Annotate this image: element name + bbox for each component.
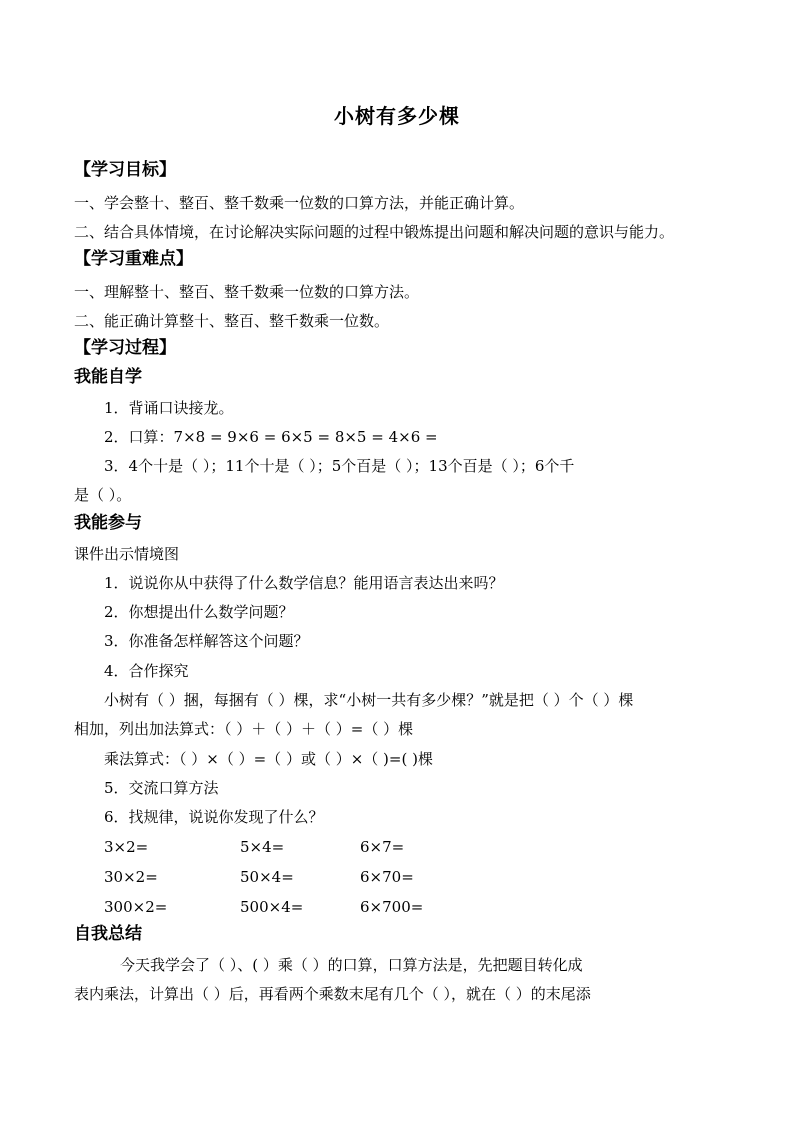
pattern-cell: 30×2= bbox=[104, 868, 158, 886]
participate-intro: 课件出示情境图 bbox=[74, 545, 180, 563]
selfstudy-heading: 我能自学 bbox=[74, 367, 142, 387]
selfstudy-item-3b: 是（ ）。 bbox=[74, 486, 132, 504]
participate-q2: 2．你想提出什么数学问题？ bbox=[104, 603, 294, 621]
summary-heading: 自我总结 bbox=[74, 924, 142, 944]
participate-q6: 6．找规律，说说你发现了什么？ bbox=[104, 808, 324, 826]
participate-heading: 我能参与 bbox=[74, 513, 142, 533]
selfstudy-item-3a: 3．4个十是（ ）；11个十是（ ）；5个百是（ ）；13个百是（ ）；6个千 bbox=[104, 457, 575, 475]
goals-heading: 【学习目标】 bbox=[74, 160, 176, 180]
process-heading: 【学习过程】 bbox=[74, 338, 176, 358]
participate-q4-c: 乘法算式：（ ）×（ ）=（ ）或（ ）×（ )=( )棵 bbox=[104, 750, 433, 768]
keypoints-heading: 【学习重难点】 bbox=[74, 249, 193, 269]
selfstudy-item-1: 1．背诵口诀接龙。 bbox=[104, 399, 234, 417]
pattern-cell: 6×7= bbox=[360, 838, 405, 856]
participate-q4-a: 小树有（ ）捆，每捆有（ ）棵，求“小树一共有多少棵？”就是把（ ）个（ ）棵 bbox=[104, 691, 634, 709]
keypoint-item-1: 一、理解整十、整百、整千数乘一位数的口算方法。 bbox=[74, 283, 420, 301]
pattern-cell: 3×2= bbox=[104, 838, 149, 856]
summary-line-1: 今天我学会了（ ）、( ）乘（ ）的口算，口算方法是，先把题目转化成 bbox=[120, 956, 583, 974]
goal-item-1: 一、学会整十、整百、整千数乘一位数的口算方法，并能正确计算。 bbox=[74, 194, 525, 212]
pattern-cell: 6×700= bbox=[360, 898, 424, 916]
pattern-cell: 6×70= bbox=[360, 868, 414, 886]
goal-item-2: 二、结合具体情境，在讨论解决实际问题的过程中锻炼提出问题和解决问题的意识与能力。 bbox=[74, 223, 675, 241]
pattern-cell: 500×4= bbox=[240, 898, 304, 916]
participate-q4: 4．合作探究 bbox=[104, 662, 189, 680]
pattern-cell: 50×4= bbox=[240, 868, 294, 886]
pattern-row-3 bbox=[0, 897, 794, 917]
pattern-row-2 bbox=[0, 867, 794, 887]
participate-q4-b: 相加，列出加法算式：（ ）＋（ ）＋（ ）=（ ）棵 bbox=[74, 720, 414, 738]
pattern-row-1 bbox=[0, 837, 794, 857]
participate-q1: 1．说说你从中获得了什么数学信息？能用语言表达出来吗？ bbox=[104, 574, 504, 592]
summary-line-2: 表内乘法，计算出（ ）后，再看两个乘数末尾有几个（ ），就在（ ）的末尾添 bbox=[74, 985, 591, 1003]
pattern-cell: 300×2= bbox=[104, 898, 168, 916]
participate-q5: 5．交流口算方法 bbox=[104, 779, 219, 797]
pattern-cell: 5×4= bbox=[240, 838, 285, 856]
participate-q3: 3．你准备怎样解答这个问题？ bbox=[104, 632, 309, 650]
keypoint-item-2: 二、能正确计算整十、整百、整千数乘一位数。 bbox=[74, 312, 390, 330]
page-title: 小树有多少棵 bbox=[334, 104, 460, 128]
selfstudy-item-2: 2．口算：7×8 = 9×6 = 6×5 = 8×5 = 4×6 = bbox=[104, 428, 438, 446]
